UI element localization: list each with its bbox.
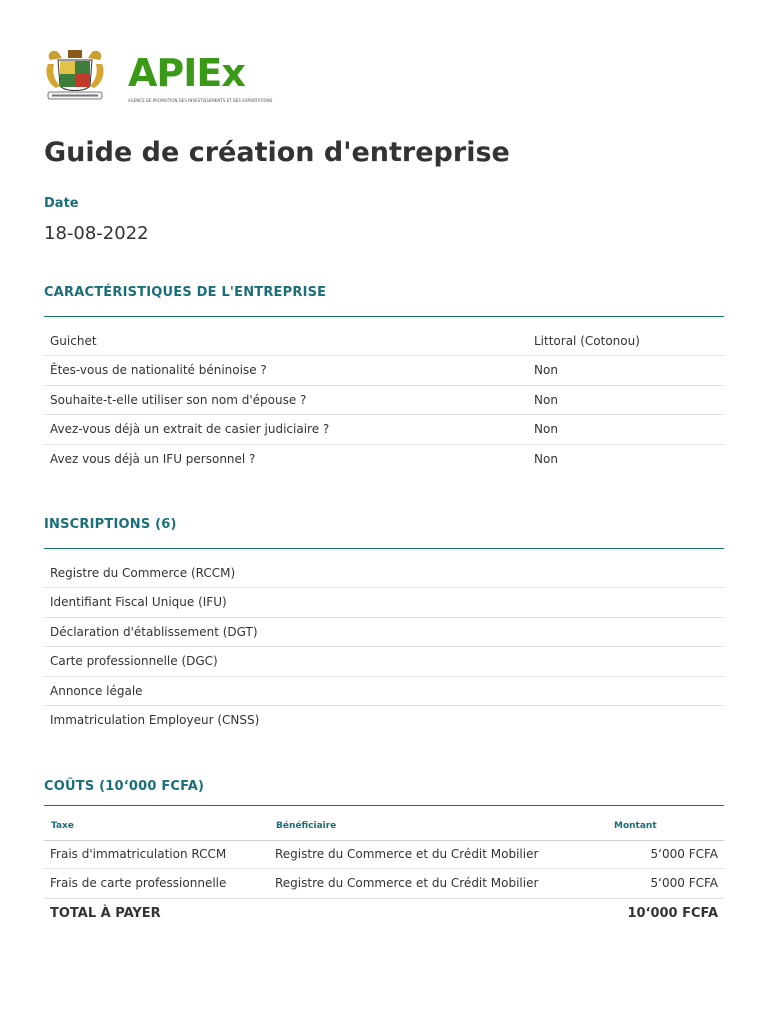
total-label: TOTAL À PAYER — [50, 905, 161, 921]
header-logos — [44, 46, 304, 106]
costs-table — [44, 840, 724, 927]
total-row — [44, 899, 724, 927]
inscription-label: Carte professionnelle (DGC) — [50, 654, 218, 669]
characteristics-table — [44, 327, 724, 473]
answer-text: Non — [534, 363, 558, 378]
question-text: Souhaite-t-elle utiliser son nom d'épouse ? — [50, 392, 307, 407]
tax-cell: Frais d'immatriculation RCCM — [50, 847, 227, 861]
coat-of-arms-icon — [44, 46, 106, 104]
question-text: Guichet — [50, 334, 97, 348]
amount-cell: 5‘000 FCFA — [650, 876, 718, 891]
characteristics-row — [44, 415, 724, 444]
answer-text: Non — [534, 451, 558, 466]
characteristics-row — [44, 386, 724, 415]
table-row — [44, 869, 724, 898]
inscription-label: Registre du Commerce (RCCM) — [50, 566, 236, 580]
tax-cell: Frais de carte professionnelle — [50, 876, 227, 891]
column-header-amount: Montant — [614, 821, 657, 831]
answer-text: Littoral (Cotonou) — [534, 334, 640, 348]
total-value: 10‘000 FCFA — [627, 905, 718, 921]
table-row — [44, 840, 724, 869]
answer-text: Non — [534, 422, 558, 437]
section-divider — [44, 548, 724, 549]
characteristics-row — [44, 356, 724, 385]
list-item — [44, 677, 724, 706]
list-item — [44, 588, 724, 617]
question-text: Avez vous déjà un IFU personnel ? — [50, 451, 256, 466]
costs-table-header — [44, 806, 724, 841]
beneficiary-cell: Registre du Commerce et du Crédit Mobilier — [275, 847, 539, 861]
list-item — [44, 706, 724, 734]
list-item — [44, 647, 724, 676]
costs-title: COÛTS (10‘000 FCFA) — [44, 779, 205, 794]
section-divider — [44, 316, 724, 317]
list-item — [44, 559, 724, 588]
inscription-label: Immatriculation Employeur (CNSS) — [50, 712, 260, 727]
question-text: Avez-vous déjà un extrait de casier judiciaire ? — [50, 422, 330, 437]
characteristics-title: CARACTÉRISTIQUES DE L'ENTREPRISE — [44, 285, 327, 300]
inscription-label: Identifiant Fiscal Unique (IFU) — [50, 595, 227, 610]
apiex-logo — [128, 48, 273, 104]
inscription-label: Déclaration d'établissement (DGT) — [50, 624, 258, 639]
date-label: Date — [44, 196, 79, 211]
beneficiary-cell: Registre du Commerce et du Crédit Mobilier — [275, 876, 539, 891]
inscriptions-title: INSCRIPTIONS (6) — [44, 517, 177, 532]
apiex-logo-tagline: AGENCE DE PROMOTION DES INVESTISSEMENTS ET DES EXPORTATIONS — [128, 98, 273, 103]
answer-text: Non — [534, 392, 558, 407]
characteristics-row — [44, 327, 724, 356]
column-header-beneficiary: Bénéficiaire — [276, 821, 337, 831]
list-item — [44, 618, 724, 647]
characteristics-row — [44, 445, 724, 473]
inscriptions-list — [44, 559, 724, 734]
date-value: 18-08-2022 — [44, 223, 149, 244]
column-header-tax: Taxe — [51, 821, 74, 831]
question-text: Êtes-vous de nationalité béninoise ? — [50, 363, 267, 378]
apiex-logo-text: APIEx — [128, 51, 245, 95]
page-title: Guide de création d'entreprise — [44, 137, 510, 168]
inscription-label: Annonce légale — [50, 683, 143, 698]
amount-cell: 5‘000 FCFA — [650, 847, 718, 861]
